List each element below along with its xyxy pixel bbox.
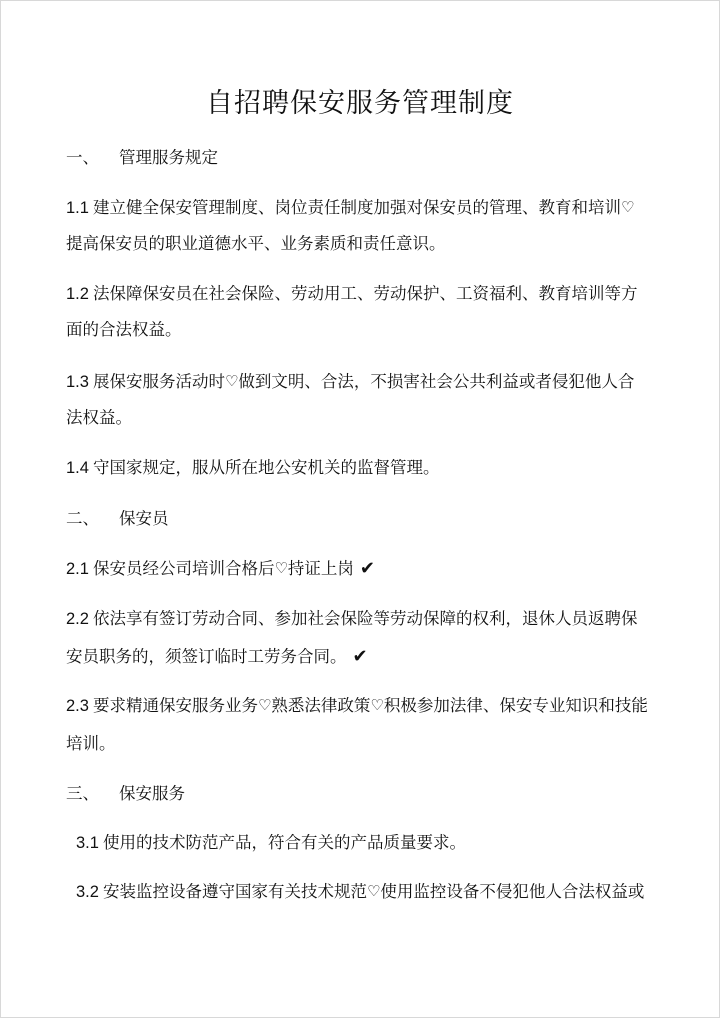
paragraph-text: 安员职务的，须签订临时工劳务合同。	[66, 647, 347, 666]
paragraph-text: 法保障保安员在社会保险、劳动用工、劳动保护、工资福利、教育培训等方	[92, 284, 638, 303]
paragraph-text: 建立健全保安管理制度、岗位责任制度加强对保安员的管理、教育和培训	[92, 198, 621, 217]
heart-icon: ♡	[370, 696, 384, 714]
paragraph-text: 安装监控设备遵守国家有关技术规范	[102, 882, 367, 901]
section-heading-1	[66, 146, 664, 170]
paragraph-1-1-cont	[66, 232, 664, 256]
clause-number: 1.3	[66, 373, 89, 391]
paragraph-text: 积极参加法律、保安专业知识和技能	[383, 696, 648, 715]
heart-icon: ♡	[366, 882, 381, 900]
paragraph-text: 熟悉法律政策	[271, 696, 371, 715]
section-heading-3	[66, 782, 664, 806]
paragraph-1-2-cont	[66, 318, 664, 342]
paragraph-text: 培训。	[66, 734, 116, 753]
paragraph-text: 做到文明、合法，不损害社会公共利益或者侵犯他人合	[238, 372, 635, 391]
clause-number: 3.2	[76, 883, 99, 901]
paragraph-text: 面的合法权益。	[66, 320, 182, 339]
clause-number: 2.2	[66, 610, 89, 628]
paragraph-1-4	[66, 456, 664, 480]
paragraph-1-3	[66, 370, 664, 394]
paragraph-2-3-cont	[66, 732, 664, 756]
checkmark-icon: ✔	[352, 646, 368, 667]
paragraph-2-1	[66, 557, 664, 581]
paragraph-text: 提高保安员的职业道德水平、业务素质和责任意识。	[66, 234, 446, 253]
paragraph-text: 使用的技术防范产品，符合有关的产品质量要求。	[102, 833, 466, 852]
heart-icon: ♡	[620, 198, 635, 216]
paragraph-1-3-cont	[66, 406, 664, 430]
section-title: 管理服务规定	[119, 148, 218, 167]
paragraph-text: 依法享有签订劳动合同、参加社会保险等劳动保障的权利，退休人员返聘保	[92, 609, 638, 628]
paragraph-2-3	[66, 694, 664, 718]
clause-number: 3.1	[76, 834, 99, 852]
paragraph-text: 持证上岗	[287, 559, 354, 578]
section-title: 保安员	[119, 509, 169, 528]
paragraph-text: 保安员经公司培训合格后	[92, 559, 275, 578]
document-title: 自招聘保安服务管理制度	[206, 88, 514, 119]
section-title: 保安服务	[119, 784, 185, 803]
paragraph-2-2-cont	[66, 645, 664, 669]
section-number: 二、	[66, 509, 99, 528]
heart-icon: ♡	[257, 696, 272, 714]
heart-icon: ♡	[224, 372, 239, 390]
paragraph-text: 守国家规定，服从所在地公安机关的监督管理。	[92, 458, 440, 477]
paragraph-text: 要求精通保安服务业务	[92, 696, 258, 715]
paragraph-text: 展保安服务活动时	[92, 372, 225, 391]
paragraph-1-1	[66, 196, 664, 220]
paragraph-1-2	[66, 282, 664, 306]
paragraph-3-1	[76, 831, 664, 855]
paragraph-text: 法权益。	[66, 408, 132, 427]
paragraph-2-2	[66, 607, 664, 631]
clause-number: 1.4	[66, 459, 89, 477]
paragraph-3-2	[76, 880, 664, 904]
clause-number: 2.3	[66, 697, 89, 715]
paragraph-text: 使用监控设备不侵犯他人合法权益或	[380, 882, 645, 901]
section-heading-2	[66, 507, 664, 531]
clause-number: 1.1	[66, 199, 89, 217]
checkmark-icon: ✔	[359, 558, 375, 579]
section-number: 三、	[66, 784, 99, 803]
clause-number: 1.2	[66, 285, 89, 303]
section-number: 一、	[66, 148, 99, 167]
clause-number: 2.1	[66, 560, 89, 578]
heart-icon: ♡	[274, 559, 288, 577]
